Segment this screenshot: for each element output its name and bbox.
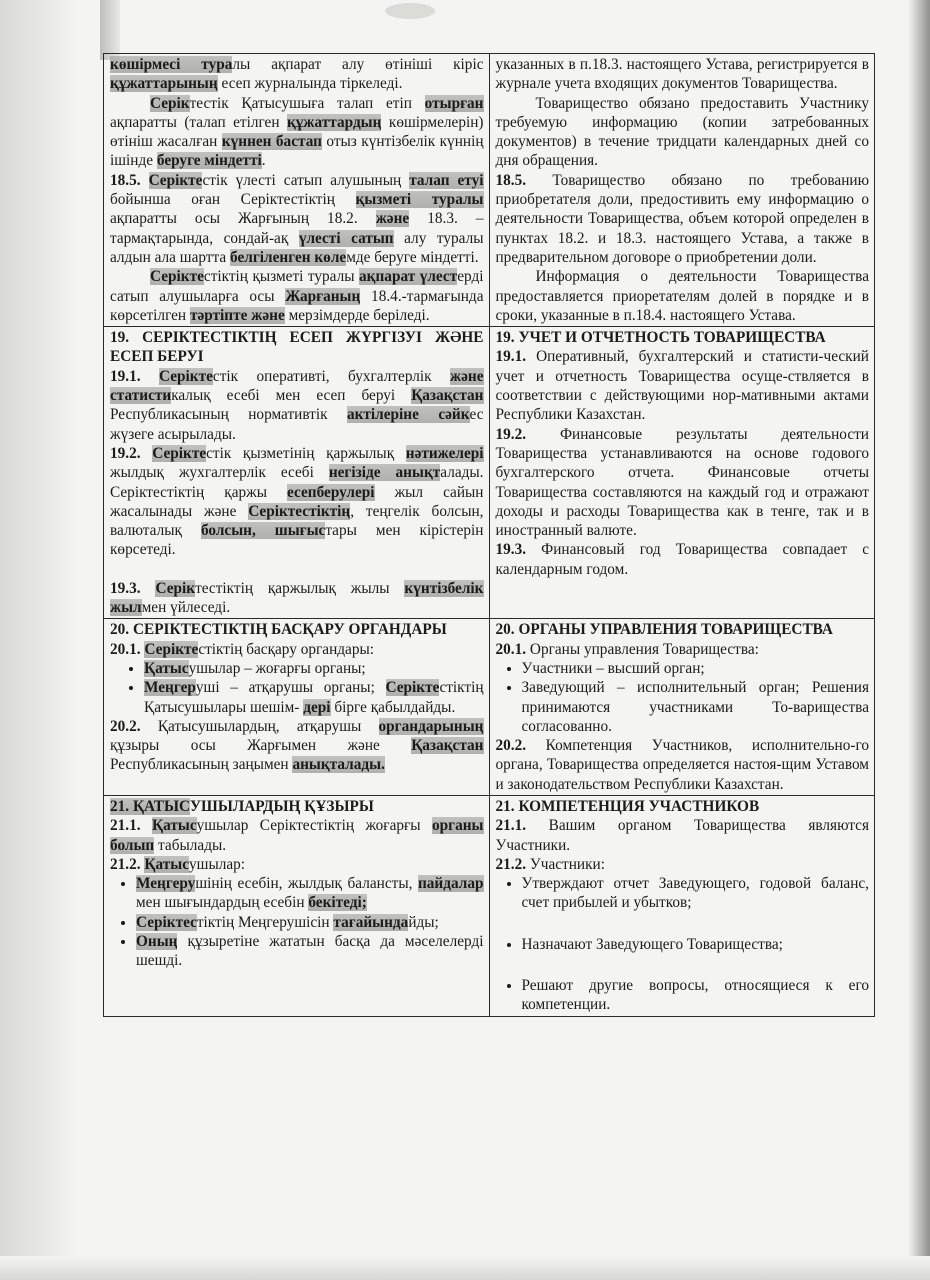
scan-smudge — [385, 3, 435, 19]
charter-table — [103, 53, 875, 1017]
list-item: • Заведующий – исполнительный орган; Решения принимаются участниками То-варищества согласованно. — [522, 678, 870, 736]
scan-edge-left — [0, 0, 78, 1280]
list-item: • Решают другие вопросы, относящиеся к его компетенции. — [522, 976, 870, 1015]
ru-section-19-heading: 19. УЧЕТ И ОТЧЕТНОСТЬ ТОВАРИЩЕСТВА — [495, 329, 826, 347]
ru-section-20-heading: 20. ОРГАНЫ УПРАВЛЕНИЯ ТОВАРИЩЕСТВА — [495, 621, 833, 639]
russian-cell-19 — [489, 327, 875, 619]
list-item: • Меңгеруші – атқарушы органы; Серіктестіктің Қатысушылары шешім- дері бірге қабылдайды. — [144, 678, 484, 717]
table-row-18 — [104, 54, 875, 327]
kz-19-1: 19.1. Серіктестік оперативті, бухгалтерлік және статистикалық есебі мен есеп беруі Қазақстан Республикасының нормативтік актілеріне сәйкес жүзеге асырылады. — [110, 367, 484, 443]
spacer — [110, 560, 484, 579]
table-row-21 — [104, 795, 875, 1016]
scan-bottom-edge — [0, 1256, 930, 1280]
kz-19-2: 19.2. Серіктестік қызметінің қаржылық нәтижелері жылдық жухгалтерлік есебі негізіде анықталады. Серіктестіктің қаржы есепберулері жыл сайын жасалынады және Серіктестіктің, теңгелік болсын, валюталық болсын, шығыстары мен кірістерін көрсетеді. — [110, 444, 484, 559]
kz-18-5: 18.5. Серіктестік үлесті сатып алушының талап етуі бойынша оған Серіктестіктің қызметі туралы ақпаратты осы Жарғының 18.2. және 18.3. –тармақтарында, сондай-ақ үлесті сатып алу туралы алдын ала шартта белгіленген көлемде беруге міндетті. — [110, 171, 484, 266]
russian-cell-18 — [489, 54, 875, 327]
kazakh-cell-19 — [104, 327, 490, 619]
ru-18-5: 18.5. Товарищество обязано по требованию приобретателя доли, предостивить ему информацию о деятельности Товарищества, объем которой определен в пунктах 18.2. и 18.3. настоящего Устава, а также в предварительном договоре о приобретении доли. — [495, 171, 869, 266]
ru-20-1: 20.1. Органы управления Товарищества: — [495, 640, 759, 658]
list-item: • Назначают Заведующего Товарищества; — [522, 935, 870, 954]
scan-fold-shadow — [100, 0, 120, 60]
kazakh-cell-20 — [104, 619, 490, 796]
ru-section-21-heading: 21. КОМПЕТЕНЦИЯ УЧАСТНИКОВ — [495, 797, 760, 815]
ru-20-1-list — [496, 659, 870, 736]
kz-21-2: 21.2. Қатысушылар: — [110, 855, 246, 873]
list-item: • Қатысушылар – жоғарғы органы; — [144, 659, 484, 678]
ru-18-4-tail: указанных в п.18.3. настоящего Устава, регистрируется в журнале учета входящих документов Товарищества. — [495, 56, 869, 93]
spacer — [110, 971, 484, 979]
ru-19-3: 19.3. Финансовый год Товарищества совпадает с календарным годом. — [495, 541, 869, 578]
kz-18-5-info: Серіктестіктің қызметі туралы ақпарат үлестерді сатып алушыларға осы Жарғаның 18.4.-тармағында көрсетілген тәртіпте және мерзімдерде беріледі. — [110, 268, 484, 324]
kz-20-2: 20.2. Қатысушылардың, атқарушы органдарының құзыры осы Жарғымен және Қазақстан Республикасының заңымен анықталады. — [110, 717, 484, 774]
list-item: • Участники – высший орган; — [522, 659, 870, 678]
table-row-19 — [104, 327, 875, 619]
kz-18-4-obligation: Серіктестік Қатысушыға талап етіп отырған ақпаратты (талап етілген құжаттардың көшірмелерін) өтініш жасалған күннен бастап отыз күнтізбелік күннің ішінде беруге міндетті. — [110, 94, 484, 170]
ru-21-2-list — [496, 874, 870, 1014]
table-row-20 — [104, 619, 875, 796]
list-item: • Меңгерушінің есебін, жылдық балансты, пайдалар мен шығындардың есебін бекітеді; — [136, 874, 484, 913]
russian-cell-21 — [489, 795, 875, 1016]
kz-20-1: 20.1. Серіктестіктің басқару органдары: — [110, 640, 375, 658]
ru-20-2: 20.2. Компетенция Участников, исполнительно-го органа, Товарищества определяется настоя-щим Уставом и законодательством Республики Казахстан. — [495, 737, 869, 793]
kz-section-20-heading: 20. СЕРІКТЕСТІКТІҢ БАСҚАРУ ОРГАНДАРЫ — [110, 621, 447, 639]
list-item: • Серіктестіктің Меңгерушісін тағайындайды; — [136, 913, 484, 932]
scan-edge-right — [908, 0, 930, 1280]
russian-cell-20 — [489, 619, 875, 796]
kz-18-4-tail: көшірмесі туралы ақпарат алу өтініші кіріс құжаттарының есеп журналында тіркеледі. — [110, 56, 484, 93]
ru-19-1: 19.1. Оперативный, бухгалтерский и статисти-ческий учет и отчетность Товарищества осуще-ствляется в соответствии с действующими нор-мативными актами Республики Казахстан. — [495, 348, 869, 424]
kz-20-1-list — [110, 659, 484, 717]
ru-21-2: 21.2. Участники: — [495, 855, 605, 873]
kazakh-cell-18 — [104, 54, 490, 327]
kz-21-1: 21.1. Қатысушылар Серіктестіктің жоғарғы органы болып табылады. — [110, 817, 484, 854]
kz-19-3: 19.3. Серіктестіктің қаржылық жылы күнтізбелік жылмен үйлеседі. — [110, 579, 484, 617]
list-item: • Оның құзыретіне жататын басқа да мәселелерді шешді. — [136, 932, 484, 971]
ru-18-4-obligation: Товарищество обязано предоставить Участнику требуемую информацию (копии затребованных документов) в течение тридцати календарных дней со дня обращения. — [495, 94, 869, 170]
kz-section-21-heading: 21. ҚАТЫСУШЫЛАРДЫҢ ҚҰЗЫРЫ — [110, 797, 374, 815]
kz-21-2-list — [110, 874, 484, 970]
ru-21-1: 21.1. Вашим органом Товарищества являются Участники. — [495, 817, 869, 854]
ru-18-5-info: Информация о деятельности Товарищества предоставляется приоретателям долей в порядке и в сроки, указанные в п.18.4. настоящего Устава. — [495, 268, 869, 324]
ru-19-2: 19.2. Финансовые результаты деятельности Товарищества устанавливаются на основе годового бухгалтерского отчета. Финансовые отчеты Товарищества составляются на каждый год и отражают доходы и расходы Товарищества как в тенге, так и в иностранный валюте. — [495, 425, 869, 540]
kazakh-cell-21 — [104, 795, 490, 1016]
list-item: • Утверждают отчет Заведующего, годовой баланс, счет прибылей и убытков; — [522, 874, 870, 913]
kz-section-19-heading: 19. СЕРІКТЕСТІКТІҢ ЕСЕП ЖҮРГІЗУІ ЖӘНЕ ЕСЕП БЕРУІ — [110, 329, 484, 366]
